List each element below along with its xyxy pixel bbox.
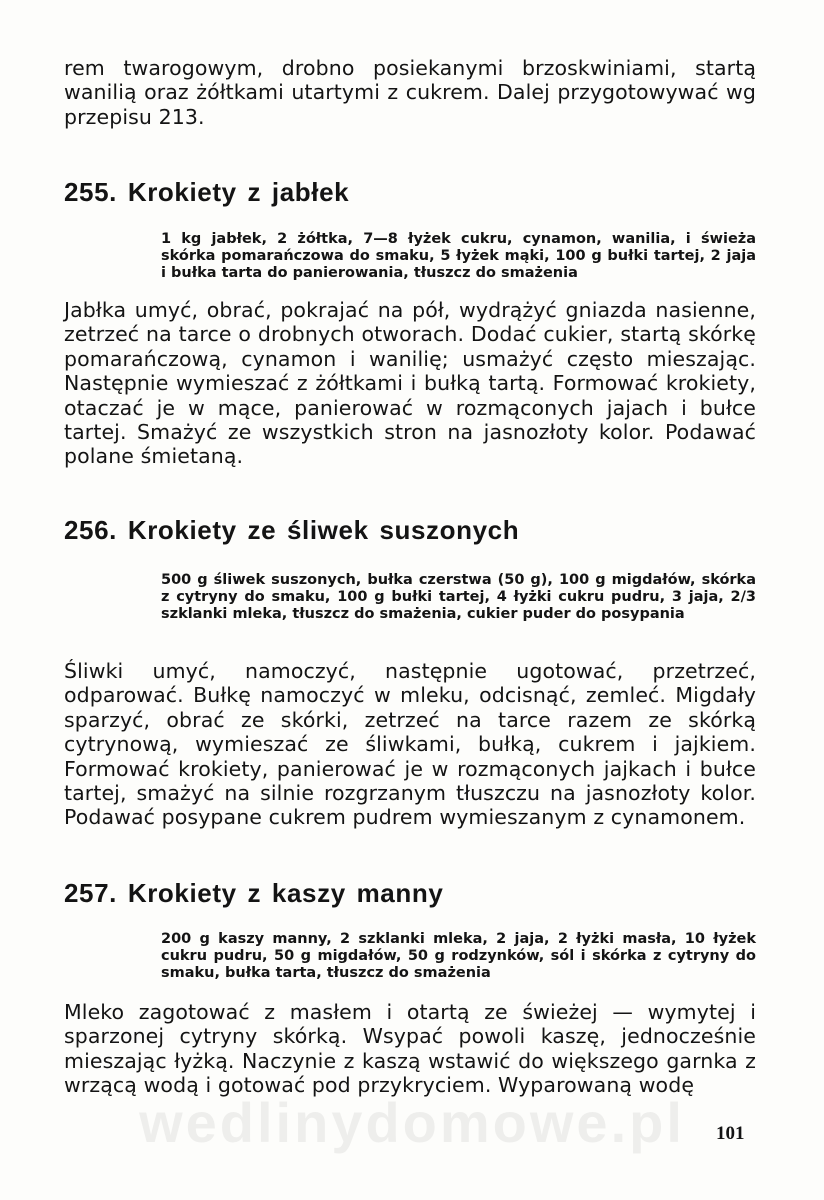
page-number: 101 xyxy=(716,1123,745,1144)
recipe-257-ingredients: 200 g kaszy manny, 2 szklanki mleka, 2 jaja, 2 łyżki masła, 10 łyżek cukru pudru, 50 g migdałów, 50 g rodzynków, sól i skórka z cytryny do smaku, bułka tarta, tłuszcz do smażenia xyxy=(161,931,756,981)
intro-paragraph: rem twarogowym, drobno posiekanymi brzoskwiniami, startą wanilią oraz żółtkami utartymi z cukrem. Dalej przygotowywać wg przepisu 213. xyxy=(64,56,756,129)
recipe-256-title: 256. Krokiety ze śliwek suszonych xyxy=(64,515,520,545)
recipe-255-ingredients: 1 kg jabłek, 2 żółtka, 7—8 łyżek cukru, cynamon, wanilia, i świeża skórka pomarańczowa do smaku, 5 łyżek mąki, 100 g bułki tartej, 2 jaja i bułka tarta do panierowania, tłuszcz do smażenia xyxy=(161,231,756,281)
watermark: wedlinydomowe.pl xyxy=(139,1091,685,1154)
recipe-255-method: Jabłka umyć, obrać, pokrajać na pół, wydrążyć gniazda nasienne, zetrzeć na tarce o drobnych otworach. Dodać cukier, startą skórkę pomarańczową, cynamon i wanilię; usmażyć często mieszając. Następnie wymieszać z żółtkami i bułką tartą. Formować krokiety, otaczać je w mące, panierować w rozmąconych jajach i bułce tartej. Smażyć ze wszystkich stron na jasnozłoty kolor. Podawać polane śmietaną. xyxy=(64,298,756,469)
recipe-256-method: Śliwki umyć, namoczyć, następnie ugotować, przetrzeć, odparować. Bułkę namoczyć w mleku, odcisnąć, zemleć. Migdały sparzyć, obrać ze skórki, zetrzeć na tarce razem ze skórką cytrynową, wymieszać ze śliwkami, bułką, cukrem i jajkiem. Formować krokiety, panierować je w rozmąconych jajkach i bułce tartej, smażyć na silnie rozgrzanym tłuszczu na jasnozłoty kolor. Podawać posypane cukrem pudrem wymieszanym z cynamonem. xyxy=(64,659,756,830)
recipe-257-method: Mleko zagotować z masłem i otartą ze świeżej — wymytej i sparzonej cytryny skórką. Wsypać powoli kaszę, jednocześnie mieszając łyżką. Naczynie z kaszą wstawić do większego garnka z wrzącą wodą i gotować pod przykryciem. Wyparowaną wodę xyxy=(64,1000,756,1098)
recipe-256-ingredients: 500 g śliwek suszonych, bułka czerstwa (50 g), 100 g migdałów, skórka z cytryny do smaku, 100 g bułki tartej, 4 łyżki cukru pudru, 3 jaja, 2/3 szklanki mleka, tłuszcz do smażenia, cukier puder do posypania xyxy=(161,572,756,622)
recipe-257-title: 257. Krokiety z kaszy manny xyxy=(64,878,444,908)
recipe-255-title: 255. Krokiety z jabłek xyxy=(64,177,350,207)
